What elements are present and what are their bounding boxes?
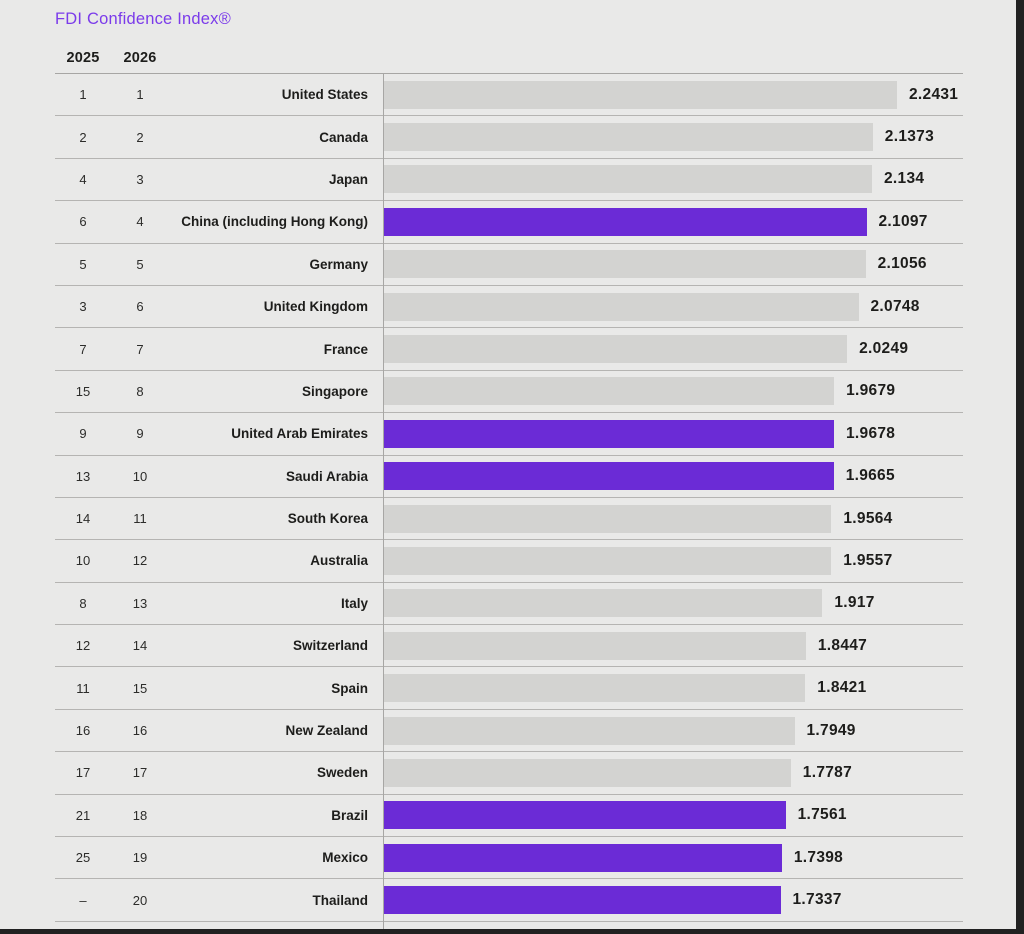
bar-cell bbox=[383, 879, 963, 920]
rank-2025: 25 bbox=[75, 850, 91, 866]
value-label: 1.9679 bbox=[846, 382, 896, 400]
rank-2026: 13 bbox=[132, 595, 148, 611]
table-row bbox=[55, 667, 963, 709]
rank-2025: 16 bbox=[75, 723, 91, 739]
rank-2025: 4 bbox=[79, 171, 87, 187]
bar-cell bbox=[383, 498, 963, 539]
bar-cell bbox=[383, 201, 963, 242]
value-label: 1.8447 bbox=[817, 636, 868, 654]
table-row bbox=[55, 371, 963, 413]
rank-2026: 6 bbox=[136, 299, 144, 315]
table-row bbox=[55, 159, 963, 201]
country-label: South Korea bbox=[287, 511, 368, 527]
rank-2025: 3 bbox=[79, 299, 87, 315]
rank-2025: 9 bbox=[79, 426, 87, 442]
country-label: Singapore bbox=[301, 383, 368, 399]
country-label: Thailand bbox=[312, 892, 368, 908]
bar bbox=[384, 377, 834, 405]
table-row bbox=[55, 837, 963, 879]
table-row bbox=[55, 413, 963, 455]
rank-2025: 7 bbox=[79, 341, 87, 357]
country-label: Canada bbox=[319, 129, 368, 145]
bar bbox=[384, 547, 831, 575]
country-label: Japan bbox=[328, 171, 368, 187]
rank-2025: 11 bbox=[76, 680, 90, 696]
right-edge-strip bbox=[1016, 0, 1024, 934]
country-label: United Arab Emirates bbox=[231, 426, 368, 442]
rank-2026: 18 bbox=[132, 807, 148, 823]
bar-cell bbox=[383, 456, 963, 497]
bar bbox=[384, 123, 873, 151]
table-body bbox=[55, 74, 963, 922]
table-row bbox=[55, 583, 963, 625]
rank-2025: 2 bbox=[79, 129, 87, 145]
bar bbox=[384, 335, 847, 363]
country-label: Brazil bbox=[331, 807, 368, 823]
bar bbox=[384, 717, 795, 745]
rank-2025: 5 bbox=[79, 256, 87, 272]
bottom-edge-strip bbox=[0, 929, 1024, 934]
bar-cell bbox=[383, 328, 963, 369]
value-label: 2.1056 bbox=[877, 255, 927, 273]
bar-cell bbox=[383, 286, 963, 327]
value-label: 2.0249 bbox=[859, 340, 909, 358]
value-label: 2.0748 bbox=[870, 297, 920, 315]
bar bbox=[384, 505, 831, 533]
value-label: 1.7561 bbox=[797, 806, 847, 824]
bar bbox=[384, 81, 897, 109]
table-row bbox=[55, 201, 963, 243]
country-label: United Kingdom bbox=[263, 299, 368, 315]
bar bbox=[384, 250, 866, 278]
rank-2026: 7 bbox=[136, 341, 144, 357]
table-row bbox=[55, 540, 963, 582]
rank-2025: 6 bbox=[79, 214, 87, 230]
country-label: Germany bbox=[309, 256, 368, 272]
table-row bbox=[55, 74, 963, 116]
bar-cell bbox=[383, 837, 963, 878]
bar-cell bbox=[383, 371, 963, 412]
country-label: France bbox=[323, 341, 368, 357]
table-row bbox=[55, 456, 963, 498]
rank-2025: 15 bbox=[75, 383, 91, 399]
table-row bbox=[55, 752, 963, 794]
value-label: 1.7787 bbox=[802, 763, 853, 781]
value-label: 1.7398 bbox=[793, 848, 844, 866]
table-row bbox=[55, 625, 963, 667]
bar-cell bbox=[383, 540, 963, 581]
rank-2025: 17 bbox=[75, 765, 91, 781]
table-row bbox=[55, 116, 963, 158]
bar-highlighted bbox=[384, 801, 786, 829]
rank-2026: 3 bbox=[136, 171, 144, 187]
rank-2025: 12 bbox=[75, 638, 91, 654]
bar-highlighted bbox=[384, 462, 834, 490]
value-label: 1.917 bbox=[834, 594, 875, 612]
rank-2026: 2 bbox=[136, 129, 144, 145]
bar-highlighted bbox=[384, 886, 781, 914]
rank-2025: 8 bbox=[79, 595, 87, 611]
table-row bbox=[55, 795, 963, 837]
rank-2026: 11 bbox=[133, 511, 147, 527]
country-label: Australia bbox=[310, 553, 368, 569]
bar-cell bbox=[383, 413, 963, 454]
bar-cell bbox=[383, 710, 963, 751]
bar-highlighted bbox=[384, 844, 782, 872]
bar-cell bbox=[383, 583, 963, 624]
bar-baseline-divider bbox=[383, 74, 384, 929]
country-label: Mexico bbox=[322, 850, 368, 866]
table-row bbox=[55, 879, 963, 921]
value-label: 1.8421 bbox=[817, 679, 867, 697]
table-header-row bbox=[55, 40, 963, 74]
bar-cell bbox=[383, 667, 963, 708]
country-label: Italy bbox=[340, 595, 368, 611]
table-row bbox=[55, 244, 963, 286]
bar-cell bbox=[383, 74, 963, 115]
rank-2026: 19 bbox=[132, 850, 148, 866]
table-row bbox=[55, 498, 963, 540]
country-label: United States bbox=[281, 87, 368, 103]
value-label: 1.9665 bbox=[845, 467, 895, 485]
bar-cell bbox=[383, 625, 963, 666]
rank-2025: 21 bbox=[75, 807, 91, 823]
bar bbox=[384, 759, 791, 787]
value-label: 1.9564 bbox=[843, 509, 893, 527]
bar bbox=[384, 293, 859, 321]
value-label: 2.1373 bbox=[884, 128, 935, 146]
bar-cell bbox=[383, 752, 963, 793]
rank-2026: 5 bbox=[136, 256, 144, 272]
bar-cell bbox=[383, 159, 963, 200]
rank-2026: 4 bbox=[136, 214, 144, 230]
bar-cell bbox=[383, 116, 963, 157]
table-row bbox=[55, 286, 963, 328]
rank-2026: 17 bbox=[132, 765, 148, 781]
value-label: 1.9557 bbox=[843, 551, 893, 569]
rank-2026: 14 bbox=[132, 638, 148, 654]
rank-2025: 10 bbox=[75, 553, 91, 569]
rank-2026: 16 bbox=[132, 723, 148, 739]
country-label: Saudi Arabia bbox=[285, 468, 368, 484]
bar bbox=[384, 589, 822, 617]
bar-highlighted bbox=[384, 208, 867, 236]
rank-2026: 8 bbox=[136, 383, 144, 399]
table-row bbox=[55, 710, 963, 752]
rank-2025: 1 bbox=[79, 87, 87, 103]
country-label: New Zealand bbox=[285, 723, 368, 739]
value-label: 1.7949 bbox=[806, 721, 856, 739]
value-label: 1.9678 bbox=[846, 424, 896, 442]
value-label: 2.134 bbox=[884, 170, 925, 188]
ranking-table bbox=[55, 40, 963, 922]
chart-title: FDI Confidence Index® bbox=[55, 10, 231, 28]
country-label: China (including Hong Kong) bbox=[181, 214, 368, 230]
rank-2025: 13 bbox=[75, 468, 91, 484]
rank-2025: 14 bbox=[75, 511, 91, 527]
rank-2026: 10 bbox=[132, 468, 148, 484]
country-label: Spain bbox=[331, 680, 368, 696]
bar-cell bbox=[383, 244, 963, 285]
country-label: Switzerland bbox=[292, 638, 368, 654]
column-header-2025: 2025 bbox=[66, 50, 100, 66]
table-row bbox=[55, 328, 963, 370]
rank-2026: 12 bbox=[132, 553, 148, 569]
bar-cell bbox=[383, 795, 963, 836]
rank-2026: 15 bbox=[132, 680, 148, 696]
value-label: 2.2431 bbox=[909, 85, 959, 103]
rank-2026: 9 bbox=[136, 426, 144, 442]
rank-2026: 20 bbox=[132, 892, 148, 908]
value-label: 2.1097 bbox=[878, 212, 928, 230]
column-header-2026: 2026 bbox=[123, 50, 157, 66]
bar bbox=[384, 165, 872, 193]
bar bbox=[384, 674, 805, 702]
country-label: Sweden bbox=[316, 765, 368, 781]
rank-2025: – bbox=[79, 892, 87, 908]
bar-highlighted bbox=[384, 420, 834, 448]
rank-2026: 1 bbox=[136, 87, 144, 103]
value-label: 1.7337 bbox=[792, 891, 842, 909]
bar bbox=[384, 632, 806, 660]
